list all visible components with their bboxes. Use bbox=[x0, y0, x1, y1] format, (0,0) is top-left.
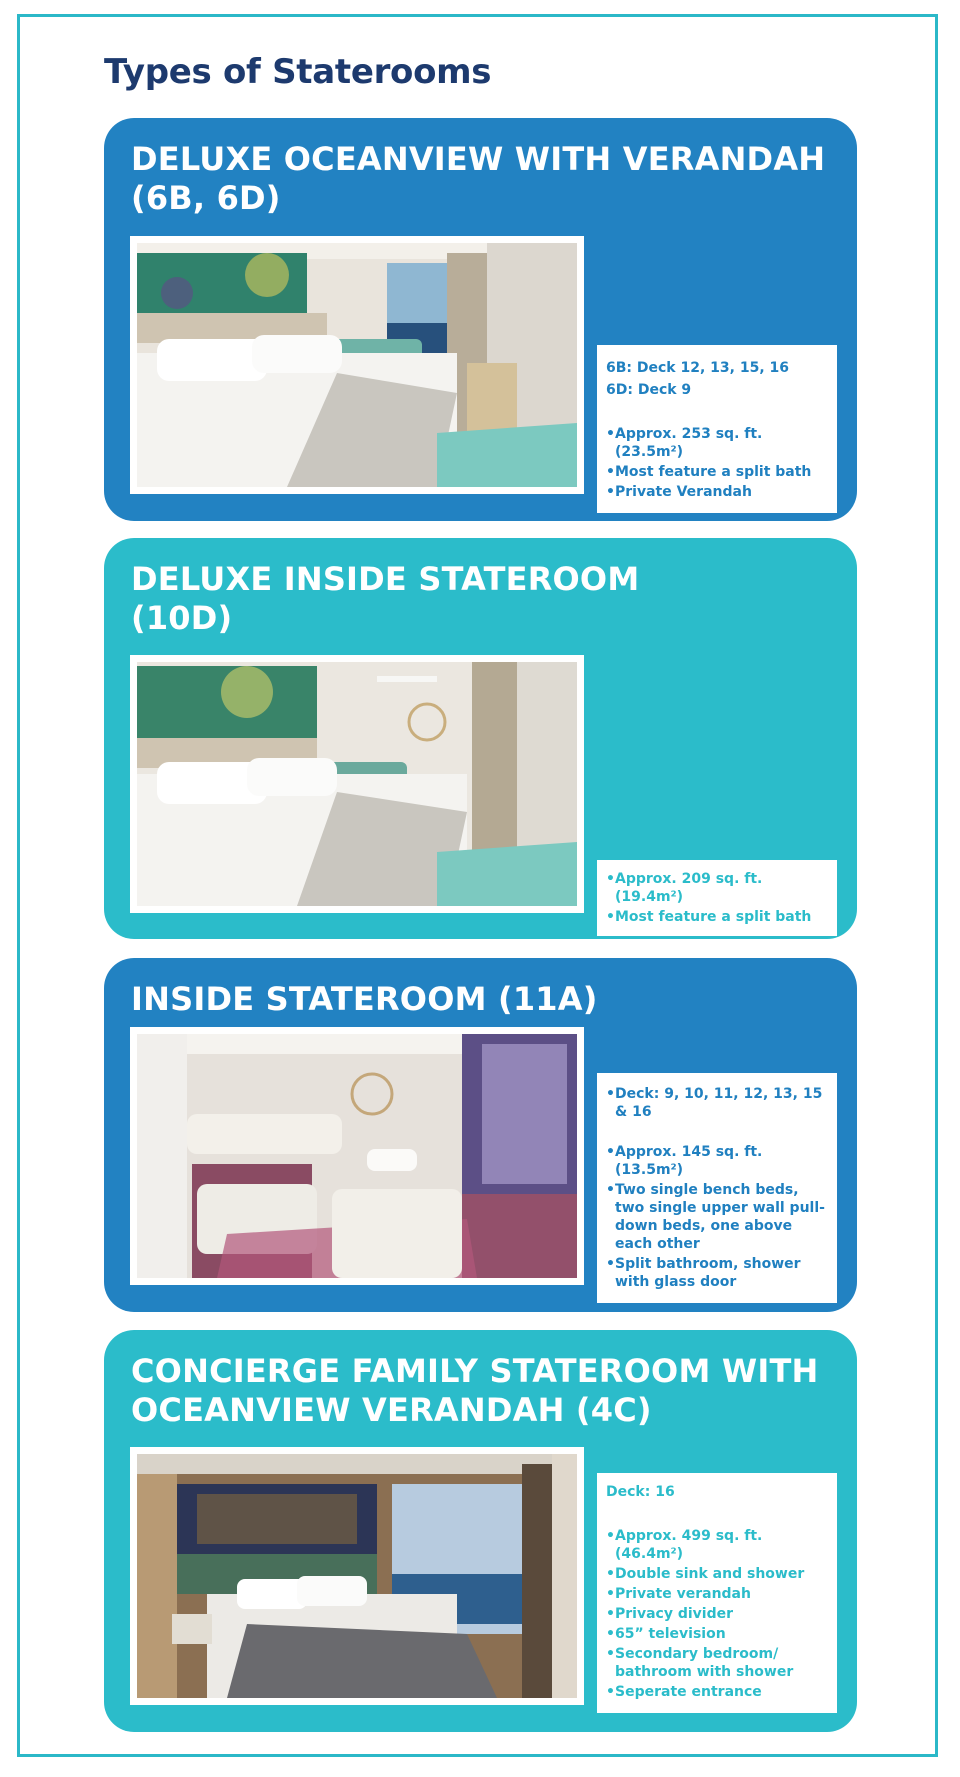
stateroom-photo bbox=[130, 236, 584, 494]
card-title-line2: (6B, 6D) bbox=[131, 179, 281, 217]
page-title: Types of Staterooms bbox=[104, 52, 492, 92]
card-title bbox=[131, 1352, 831, 1430]
card-title-line2: OCEANVIEW VERANDAH (4C) bbox=[131, 1391, 652, 1429]
feature-item: • Most feature a split bath bbox=[606, 464, 812, 480]
card-title-line1: DELUXE OCEANVIEW WITH VERANDAH bbox=[131, 140, 826, 178]
deck-info: • Deck: 9, 10, 11, 12, 13, 15 & 16 bbox=[606, 1086, 823, 1120]
feature-item: • 65” television bbox=[606, 1626, 726, 1642]
stateroom-info bbox=[597, 1473, 837, 1713]
stateroom-card-deluxe-oceanview bbox=[104, 118, 857, 521]
feature-item: • Most feature a split bath bbox=[606, 909, 812, 925]
feature-item: • Split bathroom, shower with glass door bbox=[606, 1256, 801, 1290]
feature-list bbox=[606, 1143, 831, 1291]
stateroom-photo bbox=[130, 1027, 584, 1285]
feature-item: • Approx. 499 sq. ft. (46.4m²) bbox=[606, 1528, 763, 1562]
feature-item: • Two single bench beds, two single upper wall pull-down beds, one above each other bbox=[606, 1182, 825, 1252]
deck-info-6d: 6D: Deck 9 bbox=[606, 382, 692, 398]
stateroom-card-deluxe-inside bbox=[104, 538, 857, 939]
feature-item: • Double sink and shower bbox=[606, 1566, 805, 1582]
feature-list bbox=[606, 425, 831, 501]
card-title bbox=[131, 560, 831, 638]
stateroom-photo bbox=[130, 1447, 584, 1705]
deck-info: Deck: 16 bbox=[606, 1484, 675, 1500]
stateroom-card-inside bbox=[104, 958, 857, 1312]
stateroom-info bbox=[597, 860, 837, 936]
feature-item: • Private Verandah bbox=[606, 484, 752, 500]
feature-list bbox=[606, 1527, 831, 1701]
stateroom-info bbox=[597, 1073, 837, 1303]
stateroom-photo bbox=[130, 655, 584, 913]
stateroom-photo-image bbox=[137, 662, 577, 906]
feature-item: • Seperate entrance bbox=[606, 1684, 762, 1700]
feature-list bbox=[606, 870, 831, 926]
feature-item: • Private verandah bbox=[606, 1586, 751, 1602]
stateroom-photo-image bbox=[137, 243, 577, 487]
stateroom-photo-image bbox=[137, 1454, 577, 1698]
stateroom-info bbox=[597, 345, 837, 513]
feature-item: • Approx. 209 sq. ft. (19.4m²) bbox=[606, 871, 763, 905]
feature-list-deck bbox=[606, 1085, 831, 1121]
card-title-line1: INSIDE STATEROOM (11A) bbox=[131, 980, 598, 1018]
feature-item: • Approx. 253 sq. ft. (23.5m²) bbox=[606, 426, 763, 460]
feature-item: • Secondary bedroom/ bathroom with shower bbox=[606, 1646, 794, 1680]
deck-info-6b: 6B: Deck 12, 13, 15, 16 bbox=[606, 360, 789, 376]
card-title bbox=[131, 980, 831, 1019]
card-title-line1: CONCIERGE FAMILY STATEROOM WITH bbox=[131, 1352, 819, 1390]
feature-item: • Privacy divider bbox=[606, 1606, 734, 1622]
stateroom-photo-image bbox=[137, 1034, 577, 1278]
card-title bbox=[131, 140, 831, 218]
card-title-line1: DELUXE INSIDE STATEROOM bbox=[131, 560, 640, 598]
card-title-line2: (10D) bbox=[131, 599, 233, 637]
stateroom-card-concierge-family bbox=[104, 1330, 857, 1732]
feature-item: • Approx. 145 sq. ft. (13.5m²) bbox=[606, 1144, 763, 1178]
